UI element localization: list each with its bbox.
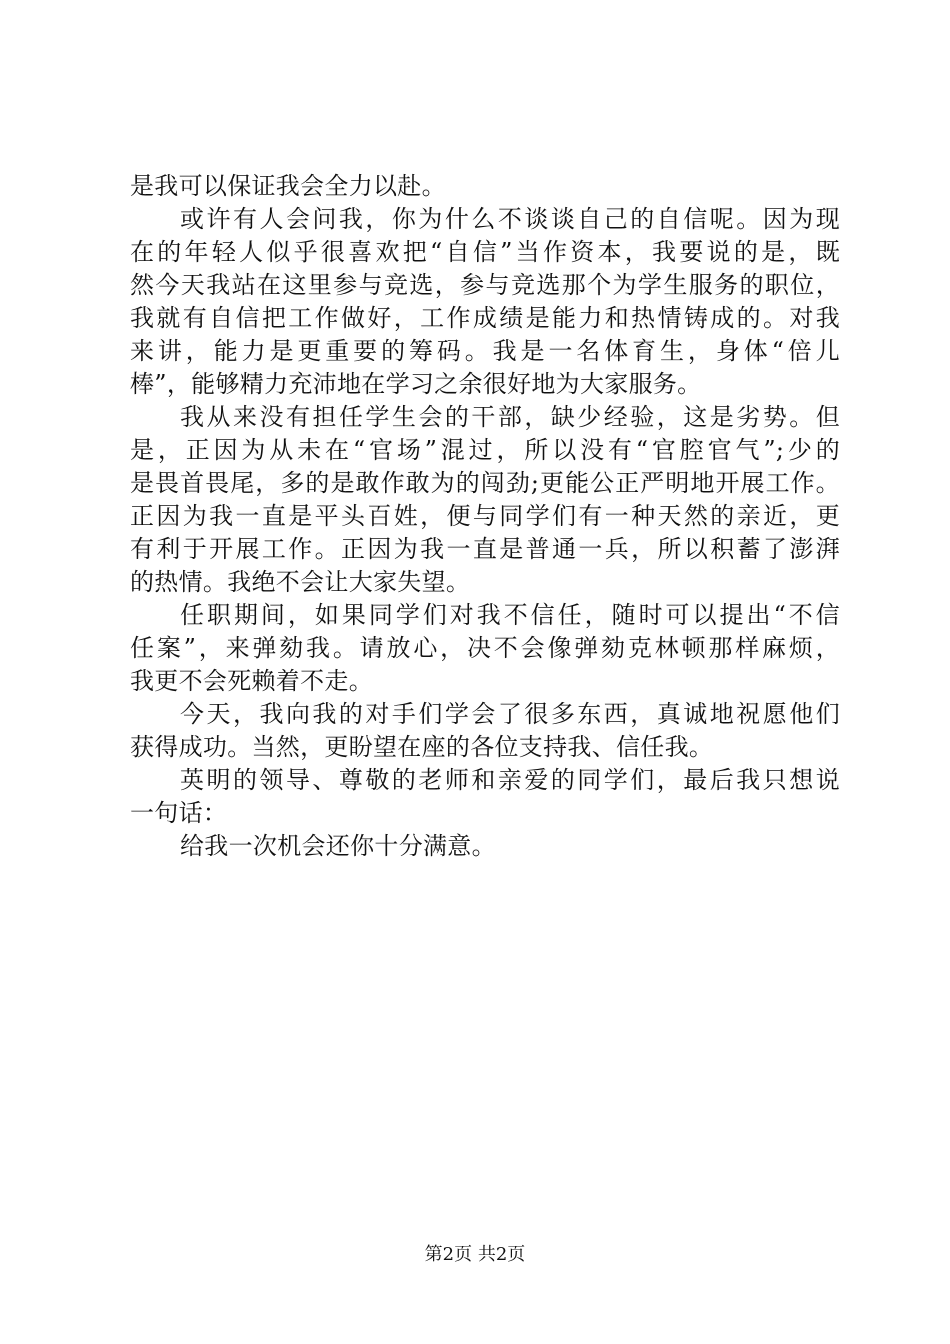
text-line: 有利于开展工作。正因为我一直是普通一兵，所以积蓄了澎湃 [130,535,840,563]
text-line: 给我一次机会还你十分满意。 [180,832,496,860]
text-line: 我从来没有担任学生会的干部，缺少经验，这是劣势。但 [180,403,840,431]
text-line: 一句话： [130,799,228,827]
text-line: 来讲，能力是更重要的筹码。我是一名体育生，身体“倍儿 [130,337,840,365]
text-line: 正因为我一直是平头百姓，便与同学们有一种天然的亲近，更 [130,502,840,530]
text-line: 我就有自信把工作做好，工作成绩是能力和热情铸成的。对我 [130,304,840,332]
text-line: 在的年轻人似乎很喜欢把“自信”当作资本，我要说的是，既 [130,238,840,266]
text-line: 任案”，来弹劾我。请放心，决不会像弹劾克林顿那样麻烦， [130,634,840,662]
text-line: 或许有人会问我，你为什么不谈谈自己的自信呢。因为现 [180,205,840,233]
text-line: 任职期间，如果同学们对我不信任，随时可以提出“不信 [180,601,840,629]
text-line: 棒”，能够精力充沛地在学习之余很好地为大家服务。 [130,370,702,398]
text-line: 是畏首畏尾，多的是敢作敢为的闯劲;更能公正严明地开展工作。 [130,469,840,497]
text-line: 今天，我向我的对手们学会了很多东西，真诚地祝愿他们 [180,700,840,728]
text-line: 英明的领导、尊敬的老师和亲爱的同学们，最后我只想说 [180,766,840,794]
document-body [130,170,840,863]
text-line: 是我可以保证我会全力以赴。 [130,172,446,200]
text-line: 的热情。我绝不会让大家失望。 [130,568,471,596]
page-number-footer: 第2页 共2页 [424,1244,526,1265]
text-line: 我更不会死赖着不走。 [130,667,373,695]
text-line: 然今天我站在这里参与竞选，参与竞选那个为学生服务的职位， [130,271,840,299]
text-line: 是，正因为从未在“官场”混过，所以没有“官腔官气”;少的 [130,436,840,464]
text-line: 获得成功。当然，更盼望在座的各位支持我、信任我。 [130,733,714,761]
